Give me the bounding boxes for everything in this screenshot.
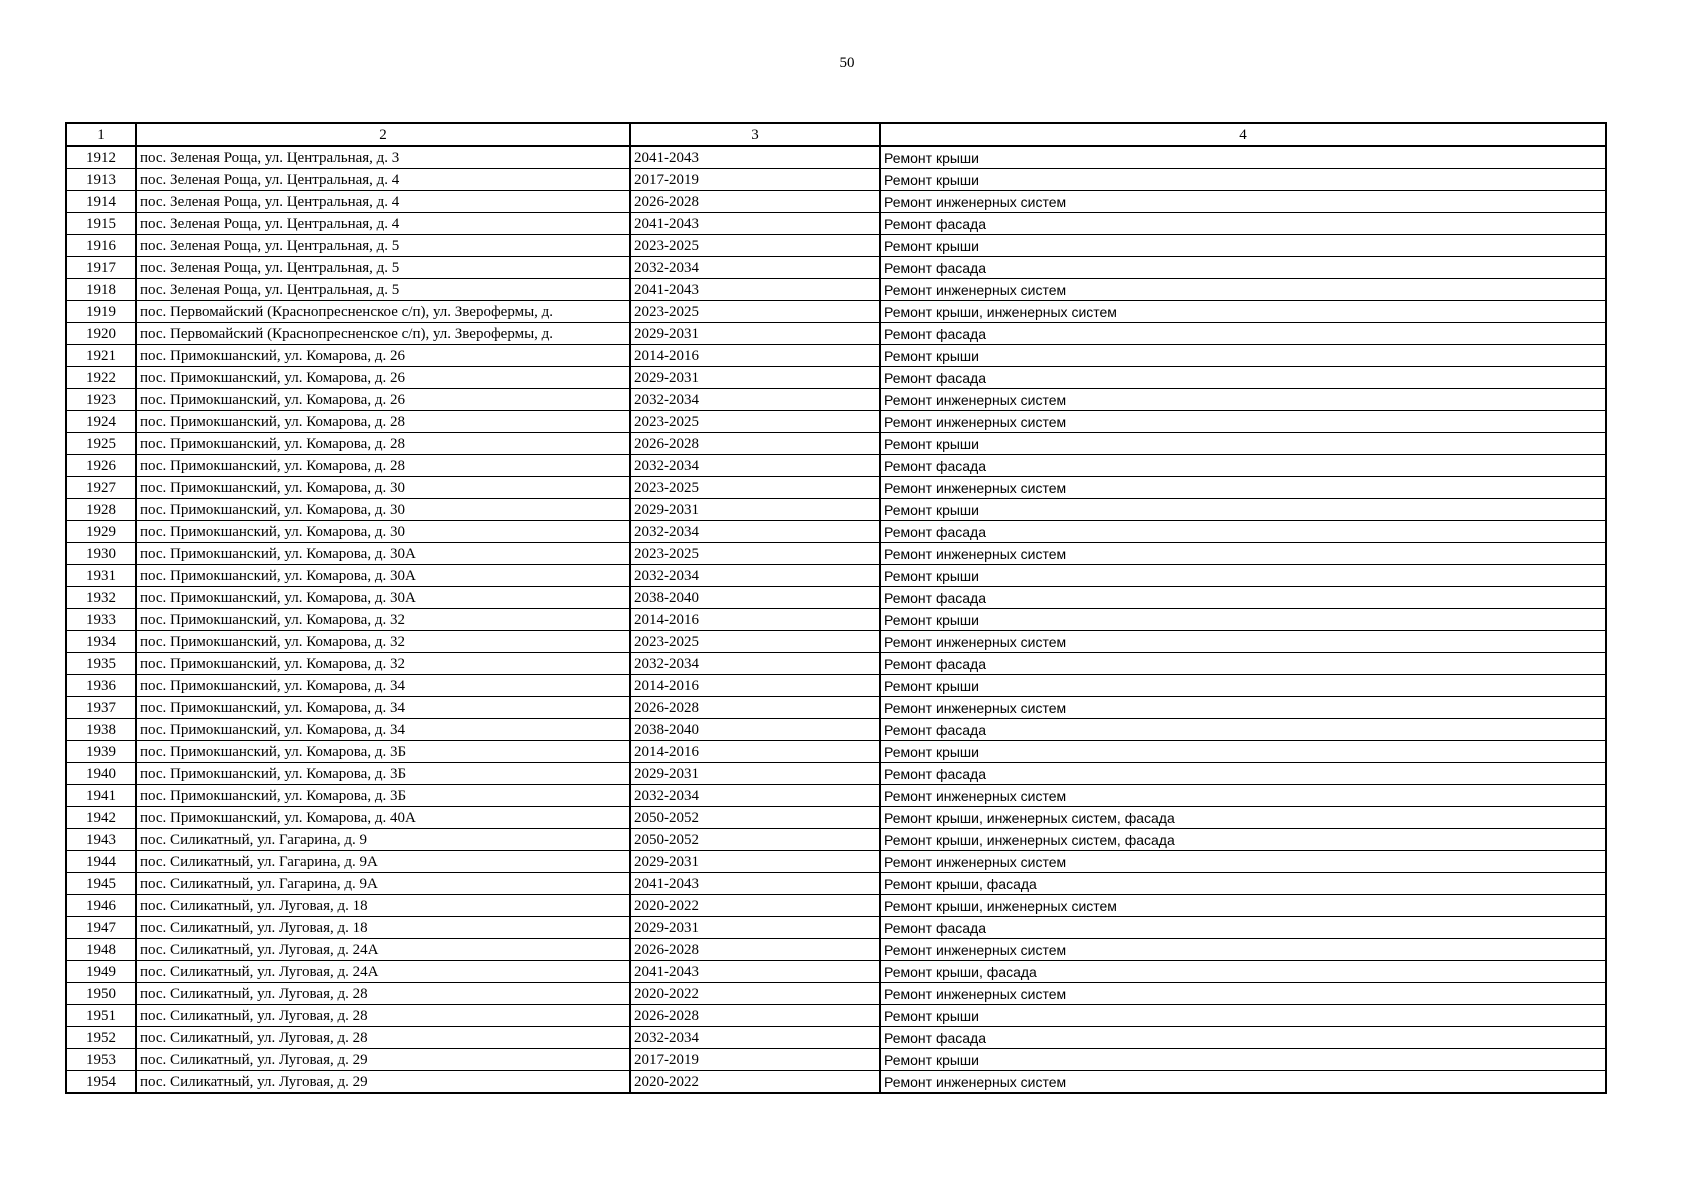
table-row: [66, 565, 1606, 587]
work-type-cell: Ремонт инженерных систем: [880, 389, 1606, 411]
work-type-cell: Ремонт инженерных систем: [880, 279, 1606, 301]
address-cell: пос. Примокшанский, ул. Комарова, д. 28: [136, 433, 630, 455]
address-cell: пос. Силикатный, ул. Луговая, д. 18: [136, 917, 630, 939]
row-number: 1916: [66, 235, 136, 257]
work-type-cell: Ремонт инженерных систем: [880, 477, 1606, 499]
address-cell: пос. Примокшанский, ул. Комарова, д. 26: [136, 389, 630, 411]
table-row: [66, 719, 1606, 741]
period-cell: 2020-2022: [630, 983, 880, 1005]
row-number: 1950: [66, 983, 136, 1005]
row-number: 1942: [66, 807, 136, 829]
period-cell: 2032-2034: [630, 785, 880, 807]
work-type-cell: Ремонт инженерных систем: [880, 983, 1606, 1005]
period-cell: 2029-2031: [630, 917, 880, 939]
address-cell: пос. Зеленая Роща, ул. Центральная, д. 4: [136, 169, 630, 191]
work-type-cell: Ремонт фасада: [880, 213, 1606, 235]
table-row: [66, 917, 1606, 939]
work-type-cell: Ремонт крыши: [880, 433, 1606, 455]
work-type-cell: Ремонт фасада: [880, 257, 1606, 279]
column-number-row: [66, 123, 1606, 146]
period-cell: 2023-2025: [630, 301, 880, 323]
row-number: 1924: [66, 411, 136, 433]
row-number: 1951: [66, 1005, 136, 1027]
table-row: [66, 961, 1606, 983]
work-type-cell: Ремонт инженерных систем: [880, 543, 1606, 565]
period-cell: 2029-2031: [630, 323, 880, 345]
address-cell: пос. Примокшанский, ул. Комарова, д. 30: [136, 499, 630, 521]
row-number: 1948: [66, 939, 136, 961]
table-row: [66, 169, 1606, 191]
table-row: [66, 653, 1606, 675]
table-row: [66, 521, 1606, 543]
period-cell: 2026-2028: [630, 697, 880, 719]
work-type-cell: Ремонт крыши: [880, 675, 1606, 697]
work-type-cell: Ремонт инженерных систем: [880, 411, 1606, 433]
period-cell: 2020-2022: [630, 1071, 880, 1094]
address-cell: пос. Силикатный, ул. Гагарина, д. 9А: [136, 851, 630, 873]
row-number: 1939: [66, 741, 136, 763]
period-cell: 2041-2043: [630, 961, 880, 983]
work-type-cell: Ремонт фасада: [880, 521, 1606, 543]
row-number: 1936: [66, 675, 136, 697]
period-cell: 2029-2031: [630, 851, 880, 873]
address-cell: пос. Зеленая Роща, ул. Центральная, д. 5: [136, 279, 630, 301]
row-number: 1912: [66, 146, 136, 169]
period-cell: 2032-2034: [630, 389, 880, 411]
row-number: 1919: [66, 301, 136, 323]
row-number: 1934: [66, 631, 136, 653]
row-number: 1928: [66, 499, 136, 521]
address-cell: пос. Силикатный, ул. Луговая, д. 18: [136, 895, 630, 917]
table-row: [66, 411, 1606, 433]
table-row: [66, 587, 1606, 609]
period-cell: 2038-2040: [630, 587, 880, 609]
address-cell: пос. Примокшанский, ул. Комарова, д. 34: [136, 675, 630, 697]
work-type-cell: Ремонт крыши: [880, 1005, 1606, 1027]
table-row: [66, 1049, 1606, 1071]
address-cell: пос. Первомайский (Краснопресненское с/п), ул. Зверофермы, д.: [136, 301, 630, 323]
address-cell: пос. Примокшанский, ул. Комарова, д. 34: [136, 719, 630, 741]
table-row: [66, 279, 1606, 301]
address-cell: пос. Зеленая Роща, ул. Центральная, д. 5: [136, 235, 630, 257]
work-type-cell: Ремонт крыши: [880, 741, 1606, 763]
row-number: 1926: [66, 455, 136, 477]
period-cell: 2041-2043: [630, 279, 880, 301]
table-row: [66, 829, 1606, 851]
row-number: 1949: [66, 961, 136, 983]
address-cell: пос. Силикатный, ул. Луговая, д. 28: [136, 1027, 630, 1049]
work-type-cell: Ремонт фасада: [880, 1027, 1606, 1049]
row-number: 1954: [66, 1071, 136, 1094]
period-cell: 2014-2016: [630, 609, 880, 631]
row-number: 1945: [66, 873, 136, 895]
work-type-cell: Ремонт фасада: [880, 323, 1606, 345]
row-number: 1922: [66, 367, 136, 389]
work-type-cell: Ремонт фасада: [880, 455, 1606, 477]
address-cell: пос. Зеленая Роща, ул. Центральная, д. 3: [136, 146, 630, 169]
address-cell: пос. Силикатный, ул. Луговая, д. 24А: [136, 961, 630, 983]
work-type-cell: Ремонт крыши: [880, 565, 1606, 587]
repair-schedule-table: [65, 122, 1607, 1094]
address-cell: пос. Силикатный, ул. Луговая, д. 28: [136, 983, 630, 1005]
work-type-cell: Ремонт инженерных систем: [880, 939, 1606, 961]
period-cell: 2032-2034: [630, 565, 880, 587]
period-cell: 2023-2025: [630, 477, 880, 499]
period-cell: 2050-2052: [630, 829, 880, 851]
table-row: [66, 939, 1606, 961]
address-cell: пос. Примокшанский, ул. Комарова, д. 3Б: [136, 763, 630, 785]
work-type-cell: Ремонт крыши: [880, 1049, 1606, 1071]
row-number: 1947: [66, 917, 136, 939]
work-type-cell: Ремонт крыши: [880, 499, 1606, 521]
table-row: [66, 367, 1606, 389]
row-number: 1940: [66, 763, 136, 785]
table-row: [66, 807, 1606, 829]
address-cell: пос. Примокшанский, ул. Комарова, д. 30А: [136, 543, 630, 565]
address-cell: пос. Зеленая Роща, ул. Центральная, д. 4: [136, 191, 630, 213]
column-header-1: 1: [66, 123, 136, 146]
row-number: 1921: [66, 345, 136, 367]
table-row: [66, 1005, 1606, 1027]
table-row: [66, 785, 1606, 807]
table-row: [66, 213, 1606, 235]
table-row: [66, 345, 1606, 367]
table-row: [66, 323, 1606, 345]
column-header-3: 3: [630, 123, 880, 146]
work-type-cell: Ремонт крыши: [880, 345, 1606, 367]
row-number: 1920: [66, 323, 136, 345]
period-cell: 2029-2031: [630, 763, 880, 785]
address-cell: пос. Первомайский (Краснопресненское с/п), ул. Зверофермы, д.: [136, 323, 630, 345]
work-type-cell: Ремонт крыши, фасада: [880, 873, 1606, 895]
table-row: [66, 895, 1606, 917]
period-cell: 2023-2025: [630, 543, 880, 565]
address-cell: пос. Примокшанский, ул. Комарова, д. 3Б: [136, 785, 630, 807]
address-cell: пос. Силикатный, ул. Луговая, д. 24А: [136, 939, 630, 961]
work-type-cell: Ремонт крыши, инженерных систем: [880, 895, 1606, 917]
row-number: 1925: [66, 433, 136, 455]
address-cell: пос. Примокшанский, ул. Комарова, д. 32: [136, 631, 630, 653]
period-cell: 2032-2034: [630, 653, 880, 675]
work-type-cell: Ремонт крыши, инженерных систем, фасада: [880, 807, 1606, 829]
address-cell: пос. Зеленая Роща, ул. Центральная, д. 4: [136, 213, 630, 235]
address-cell: пос. Силикатный, ул. Луговая, д. 28: [136, 1005, 630, 1027]
address-cell: пос. Примокшанский, ул. Комарова, д. 26: [136, 345, 630, 367]
work-type-cell: Ремонт инженерных систем: [880, 1071, 1606, 1094]
row-number: 1941: [66, 785, 136, 807]
table-row: [66, 741, 1606, 763]
row-number: 1923: [66, 389, 136, 411]
table-row: [66, 1027, 1606, 1049]
period-cell: 2020-2022: [630, 895, 880, 917]
address-cell: пос. Примокшанский, ул. Комарова, д. 40А: [136, 807, 630, 829]
work-type-cell: Ремонт крыши, инженерных систем, фасада: [880, 829, 1606, 851]
row-number: 1917: [66, 257, 136, 279]
period-cell: 2014-2016: [630, 345, 880, 367]
period-cell: 2014-2016: [630, 741, 880, 763]
table-row: [66, 675, 1606, 697]
table-row: [66, 455, 1606, 477]
address-cell: пос. Силикатный, ул. Гагарина, д. 9А: [136, 873, 630, 895]
address-cell: пос. Примокшанский, ул. Комарова, д. 34: [136, 697, 630, 719]
row-number: 1953: [66, 1049, 136, 1071]
table-row: [66, 873, 1606, 895]
work-type-cell: Ремонт инженерных систем: [880, 785, 1606, 807]
work-type-cell: Ремонт фасада: [880, 653, 1606, 675]
address-cell: пос. Примокшанский, ул. Комарова, д. 32: [136, 609, 630, 631]
row-number: 1946: [66, 895, 136, 917]
period-cell: 2032-2034: [630, 1027, 880, 1049]
row-number: 1943: [66, 829, 136, 851]
work-type-cell: Ремонт фасада: [880, 719, 1606, 741]
period-cell: 2041-2043: [630, 213, 880, 235]
table-row: [66, 609, 1606, 631]
address-cell: пос. Силикатный, ул. Луговая, д. 29: [136, 1071, 630, 1094]
table-row: [66, 499, 1606, 521]
work-type-cell: Ремонт фасада: [880, 917, 1606, 939]
address-cell: пос. Зеленая Роща, ул. Центральная, д. 5: [136, 257, 630, 279]
table-row: [66, 543, 1606, 565]
table-row: [66, 389, 1606, 411]
table-row: [66, 301, 1606, 323]
address-cell: пос. Примокшанский, ул. Комарова, д. 32: [136, 653, 630, 675]
work-type-cell: Ремонт крыши: [880, 609, 1606, 631]
row-number: 1931: [66, 565, 136, 587]
work-type-cell: Ремонт крыши, фасада: [880, 961, 1606, 983]
period-cell: 2023-2025: [630, 235, 880, 257]
row-number: 1944: [66, 851, 136, 873]
address-cell: пос. Примокшанский, ул. Комарова, д. 3Б: [136, 741, 630, 763]
table-row: [66, 983, 1606, 1005]
page-number: 50: [839, 55, 855, 71]
work-type-cell: Ремонт инженерных систем: [880, 191, 1606, 213]
work-type-cell: Ремонт крыши: [880, 235, 1606, 257]
period-cell: 2026-2028: [630, 191, 880, 213]
table-row: [66, 763, 1606, 785]
address-cell: пос. Примокшанский, ул. Комарова, д. 28: [136, 455, 630, 477]
work-type-cell: Ремонт инженерных систем: [880, 631, 1606, 653]
work-type-cell: Ремонт крыши: [880, 146, 1606, 169]
address-cell: пос. Примокшанский, ул. Комарова, д. 30А: [136, 565, 630, 587]
row-number: 1915: [66, 213, 136, 235]
column-header-2: 2: [136, 123, 630, 146]
period-cell: 2032-2034: [630, 455, 880, 477]
table-row: [66, 1071, 1606, 1094]
column-header-4: 4: [880, 123, 1606, 146]
table-row: [66, 257, 1606, 279]
row-number: 1927: [66, 477, 136, 499]
address-cell: пос. Примокшанский, ул. Комарова, д. 26: [136, 367, 630, 389]
row-number: 1932: [66, 587, 136, 609]
work-type-cell: Ремонт инженерных систем: [880, 851, 1606, 873]
address-cell: пос. Силикатный, ул. Гагарина, д. 9: [136, 829, 630, 851]
table-row: [66, 851, 1606, 873]
period-cell: 2017-2019: [630, 1049, 880, 1071]
period-cell: 2032-2034: [630, 521, 880, 543]
period-cell: 2026-2028: [630, 1005, 880, 1027]
period-cell: 2041-2043: [630, 873, 880, 895]
work-type-cell: Ремонт крыши, инженерных систем: [880, 301, 1606, 323]
table-row: [66, 146, 1606, 169]
row-number: 1930: [66, 543, 136, 565]
row-number: 1937: [66, 697, 136, 719]
row-number: 1914: [66, 191, 136, 213]
period-cell: 2029-2031: [630, 499, 880, 521]
row-number: 1929: [66, 521, 136, 543]
table-row: [66, 631, 1606, 653]
row-number: 1938: [66, 719, 136, 741]
period-cell: 2026-2028: [630, 939, 880, 961]
address-cell: пос. Примокшанский, ул. Комарова, д. 28: [136, 411, 630, 433]
address-cell: пос. Примокшанский, ул. Комарова, д. 30: [136, 477, 630, 499]
table-row: [66, 697, 1606, 719]
period-cell: 2023-2025: [630, 631, 880, 653]
table-row: [66, 235, 1606, 257]
address-cell: пос. Примокшанский, ул. Комарова, д. 30А: [136, 587, 630, 609]
work-type-cell: Ремонт инженерных систем: [880, 697, 1606, 719]
row-number: 1918: [66, 279, 136, 301]
work-type-cell: Ремонт фасада: [880, 367, 1606, 389]
work-type-cell: Ремонт фасада: [880, 763, 1606, 785]
row-number: 1935: [66, 653, 136, 675]
period-cell: 2038-2040: [630, 719, 880, 741]
table-row: [66, 477, 1606, 499]
period-cell: 2050-2052: [630, 807, 880, 829]
work-type-cell: Ремонт фасада: [880, 587, 1606, 609]
period-cell: 2026-2028: [630, 433, 880, 455]
period-cell: 2032-2034: [630, 257, 880, 279]
period-cell: 2029-2031: [630, 367, 880, 389]
table-row: [66, 433, 1606, 455]
row-number: 1913: [66, 169, 136, 191]
table-row: [66, 191, 1606, 213]
row-number: 1933: [66, 609, 136, 631]
row-number: 1952: [66, 1027, 136, 1049]
period-cell: 2041-2043: [630, 146, 880, 169]
period-cell: 2017-2019: [630, 169, 880, 191]
period-cell: 2023-2025: [630, 411, 880, 433]
period-cell: 2014-2016: [630, 675, 880, 697]
address-cell: пос. Силикатный, ул. Луговая, д. 29: [136, 1049, 630, 1071]
table-body: [66, 146, 1606, 1093]
work-type-cell: Ремонт крыши: [880, 169, 1606, 191]
address-cell: пос. Примокшанский, ул. Комарова, д. 30: [136, 521, 630, 543]
